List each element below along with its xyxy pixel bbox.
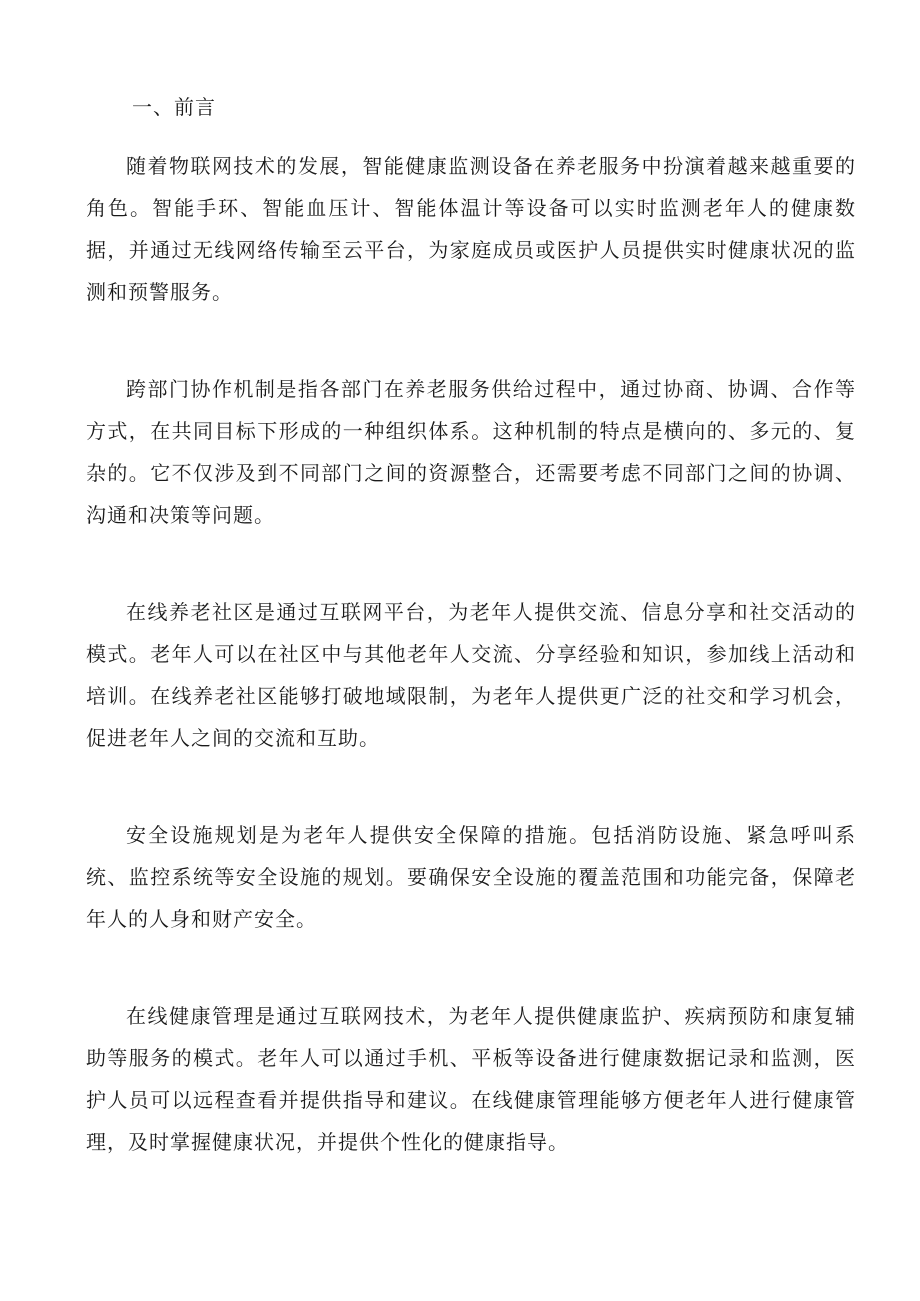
paragraph-safety-facility-planning: 安全设施规划是为老年人提供安全保障的措施。包括消防设施、紧急呼叫系统、监控系统等安全设施的规划。要确保安全设施的覆盖范围和功能完备，保障老年人的人身和财产安全。 — [86, 823, 856, 931]
paragraph-online-health-management: 在线健康管理是通过互联网技术，为老年人提供健康监护、疾病预防和康复辅助等服务的模式。老年人可以通过手机、平板等设备进行健康数据记录和监测，医护人员可以远程查看并提供指导和建议。在线健康管理能够方便老年人进行健康管理，及时掌握健康状况，并提供个性化的健康指导。 — [86, 1004, 856, 1154]
section-heading: 一、前言 — [132, 95, 216, 119]
paragraph-iot-health-monitoring: 随着物联网技术的发展，智能健康监测设备在养老服务中扮演着越来越重要的角色。智能手环、智能血压计、智能体温计等设备可以实时监测老年人的健康数据，并通过无线网络传输至云平台，为家庭成员或医护人员提供实时健康状况的监测和预警服务。 — [86, 154, 856, 304]
paragraph-online-elderly-community: 在线养老社区是通过互联网平台，为老年人提供交流、信息分享和社交活动的模式。老年人可以在社区中与其他老年人交流、分享经验和知识，参加线上活动和培训。在线养老社区能够打破地域限制，为老年人提供更广泛的社交和学习机会，促进老年人之间的交流和互助。 — [86, 600, 856, 750]
paragraph-cross-department-collaboration: 跨部门协作机制是指各部门在养老服务供给过程中，通过协商、协调、合作等方式，在共同目标下形成的一种组织体系。这种机制的特点是横向的、多元的、复杂的。它不仅涉及到不同部门之间的资源整合，还需要考虑不同部门之间的协调、沟通和决策等问题。 — [86, 377, 856, 527]
